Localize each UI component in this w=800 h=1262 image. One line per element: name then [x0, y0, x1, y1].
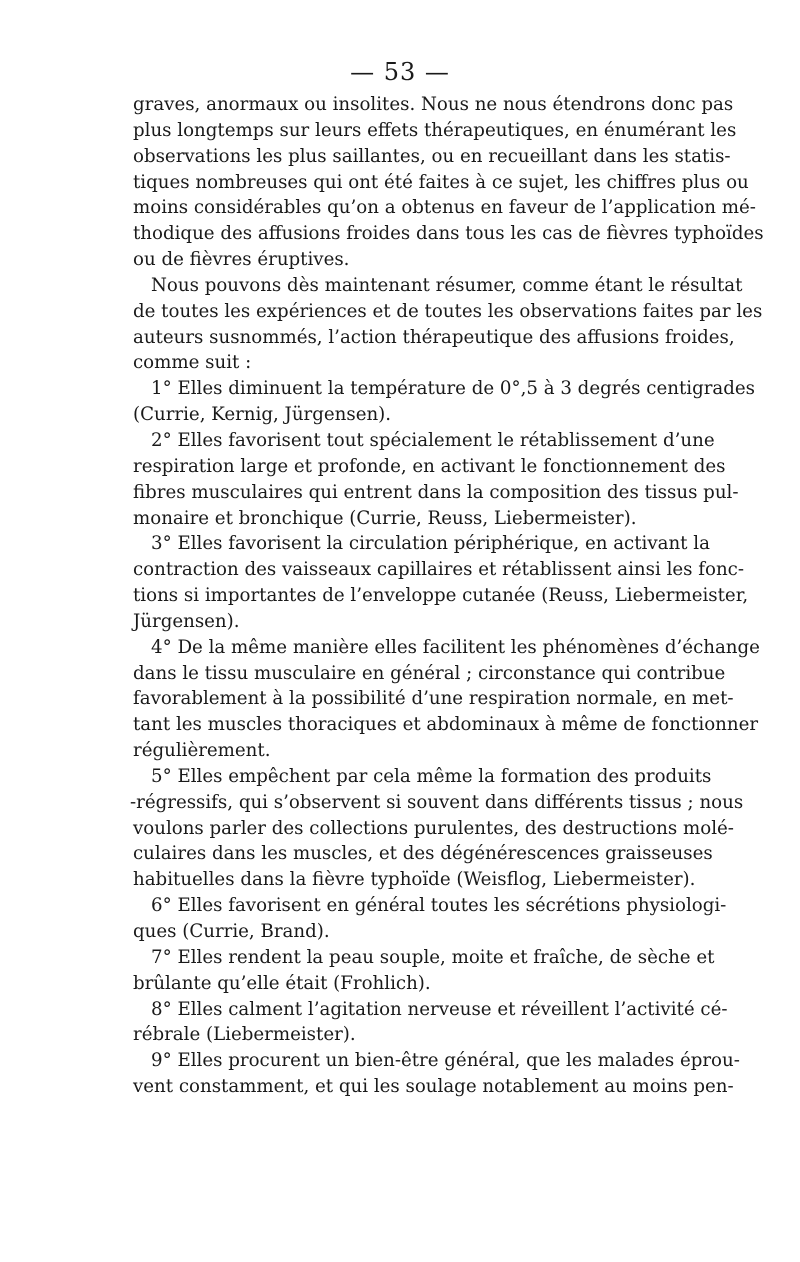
text-line: voulons parler des collections purulentes, des destructions molé-	[133, 817, 734, 839]
text-line: fibres musculaires qui entrent dans la composition des tissus pul-	[133, 481, 739, 503]
text-line: -régressifs, qui s’observent si souvent dans différents tissus ; nous	[130, 791, 744, 813]
text-line: graves, anormaux ou insolites. Nous ne nous étendrons donc pas	[133, 94, 734, 115]
text-line: culaires dans les muscles, et des dégénérescences graisseuses	[133, 843, 713, 865]
text-line: (Currie, Kernig, Jürgensen).	[133, 404, 392, 426]
list-item-3-line: 3° Elles favorisent la circulation périphérique, en activant la	[151, 533, 710, 555]
text-line: habituelles dans la fièvre typhoïde (Weisflog, Liebermeister).	[133, 869, 696, 891]
text-line: vent constamment, et qui les soulage notablement au moins pen-	[133, 1076, 734, 1098]
text-line: respiration large et profonde, en activant le fonctionnement des	[133, 455, 726, 477]
text-line: moins considérables qu’on a obtenus en faveur de l’application mé-	[133, 197, 756, 219]
list-item-1-line: 1° Elles diminuent la température de 0°,5 à 3 degrés centigrades	[151, 378, 756, 400]
text-line: dans le tissu musculaire en général ; circonstance qui contribue	[133, 662, 726, 684]
text-line: monaire et bronchique (Currie, Reuss, Liebermeister).	[133, 507, 637, 529]
text-line: tiques nombreuses qui ont été faites à ce sujet, les chiffres plus ou	[133, 171, 749, 193]
text-line: rébrale (Liebermeister).	[133, 1024, 356, 1046]
text-line: de toutes les expériences et de toutes les observations faites par les	[133, 300, 763, 322]
text-line: favorablement à la possibilité d’une respiration normale, en met-	[133, 688, 734, 710]
text-line: plus longtemps sur leurs effets thérapeutiques, en énumérant les	[133, 119, 737, 141]
list-item-6-line: 6° Elles favorisent en général toutes les sécrétions physiologi-	[151, 895, 727, 917]
text-line: brûlante qu’elle était (Frohlich).	[133, 972, 431, 994]
list-item-2-line: 2° Elles favorisent tout spécialement le rétablissement d’une	[151, 429, 715, 451]
text-line: tant les muscles thoraciques et abdominaux à même de fonctionner	[133, 714, 759, 736]
text-line: ques (Currie, Brand).	[133, 921, 330, 942]
paragraph-start-line: Nous pouvons dès maintenant résumer, comme étant le résultat	[151, 274, 743, 296]
text-line: observations les plus saillantes, ou en recueillant dans les statis-	[133, 145, 731, 167]
text-line: ou de fièvres éruptives.	[133, 249, 350, 271]
text-line: comme suit :	[133, 352, 252, 374]
list-item-4-line: 4° De la même manière elles facilitent les phénomènes d’échange	[151, 636, 760, 658]
text-line: thodique des affusions froides dans tous les cas de fièvres typhoïdes	[133, 223, 764, 245]
text-line: tions si importantes de l’enveloppe cutanée (Reuss, Liebermeister,	[133, 585, 749, 607]
text-line: auteurs susnommés, l’action thérapeutique des affusions froides,	[133, 326, 735, 348]
list-item-8-line: 8° Elles calment l’agitation nerveuse et réveillent l’activité cé-	[151, 998, 728, 1020]
text-line: Jürgensen).	[133, 610, 240, 632]
text-line: contraction des vaisseaux capillaires et rétablissent ainsi les fonc-	[133, 559, 744, 581]
list-item-9-line: 9° Elles procurent un bien-être général, que les malades éprou-	[151, 1050, 740, 1072]
page-number: — 53 —	[350, 58, 450, 86]
body-text	[130, 92, 764, 1100]
list-item-5-line: 5° Elles empêchent par cela même la formation des produits	[151, 765, 712, 787]
list-item-7-line: 7° Elles rendent la peau souple, moite et fraîche, de sèche et	[151, 946, 715, 968]
text-line: régulièrement.	[133, 740, 271, 762]
